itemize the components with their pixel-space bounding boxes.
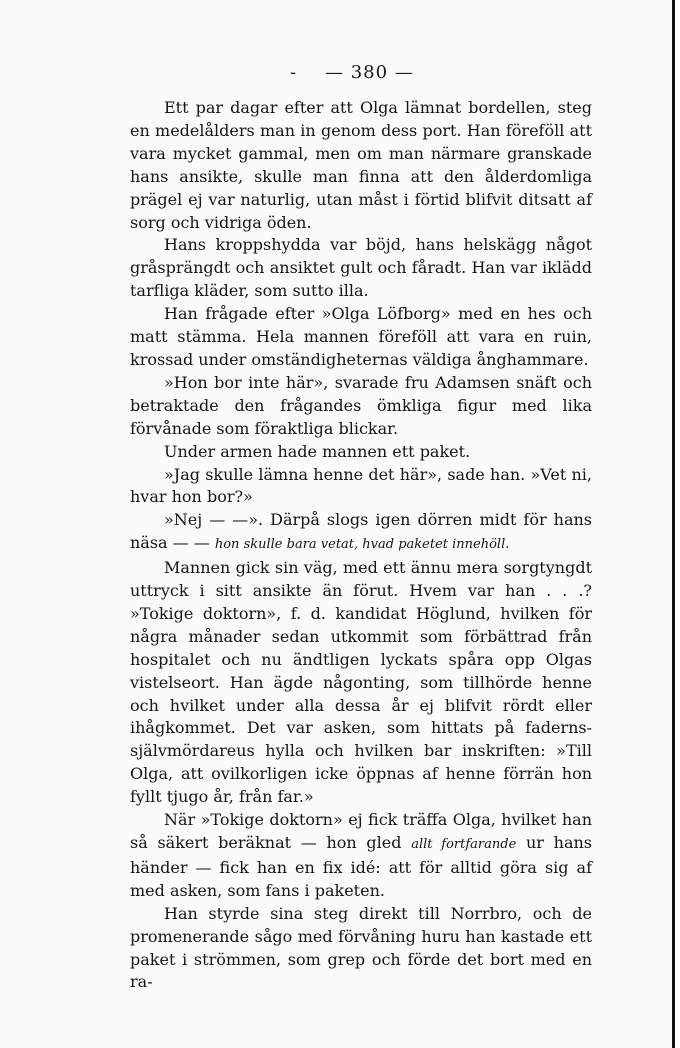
paragraph-4: »Hon bor inte här», svarade fru Adamsen snäft och betraktade den frågandes ömkliga figur med lika förvånade som föraktliga blickar.: [130, 372, 592, 438]
header-mark: -: [290, 62, 298, 83]
paragraph-3: Han frågade efter »Olga Löfborg» med en hes och matt stämma. Hela mannen föreföll att vara en ruin, krossad under omständigheternas väldiga ånghammare.: [130, 304, 592, 369]
paragraph-7-text: »Nej — —». Därpå slogs igen dörren midt för hans näsa — —: [130, 510, 592, 553]
paragraph-9-text-b: ur hans händer — fick han en fix idé: att för alltid göra sig af med asken, som fans i paketen.: [130, 833, 593, 900]
paragraph-10: Han styrde sina steg direkt till Norrbro, och de promenerande sågo med förvåning huru han kastade ett paket i strömmen, som grep och förde det bort med en ra-: [130, 903, 592, 992]
paragraph-8: Mannen gick sin väg, med ett ännu mera sorgtyngdt uttryck i sitt ansikte än förut. Hvem var han . . .? »Tokige doktorn», f. d. kandidat Höglund, hvilken för några månader sedan utkommit som förbättrad från hospitalet och nu ändtligen lyckats spåra opp Olgas vistelseort. Han ägde någonting, som tillhörde henne och hvilket under alla dessa år ej blifvit rördt eller ihågkommet. Det var asken, som hittats på faderns-självmördareus hylla och hvilken bar inskriften: »Till Olga, att ovilkorligen icke öppnas af henne förrän hon fyllt tjugo år, från far.»: [130, 558, 592, 807]
page-edge-rule: [672, 0, 675, 1048]
paragraph-5: Under armen hade mannen ett paket.: [164, 441, 471, 461]
page-number: — 380 —: [325, 62, 414, 83]
paragraph-9-italic: allt fortfarande: [411, 837, 517, 852]
paragraph-7-italic: hon skulle bara vetat, hvad paketet innehöll.: [214, 537, 510, 553]
body-text: [130, 97, 592, 994]
paragraph-2: Hans kroppshydda var böjd, hans helskägg något gråsprängdt och ansiktet gult och fåradt. Han var iklädd tarfliga kläder, som sutto illa.: [130, 235, 592, 301]
paragraph-1: Ett par dagar efter att Olga lämnat bordellen, steg en medelålders man in genom dess port. Han föreföll att vara mycket gammal, men om man närmare granskade hans ansikte, skulle man finna att den ålderdomliga prägel ej var naturlig, utan måst i förtid blifvit ditsatt af sorg och vidriga öden.: [130, 98, 592, 232]
paragraph-6: »Jag skulle lämna henne det här», sade han. »Vet ni, hvar hon bor?»: [130, 464, 592, 507]
paragraph-9: [130, 809, 592, 903]
paragraph-7: [130, 509, 592, 557]
paragraph-9-text-a: När »Tokige doktorn» ej fick träffa Olga, hvilket han så säkert beräknat — hon gled: [130, 810, 592, 852]
